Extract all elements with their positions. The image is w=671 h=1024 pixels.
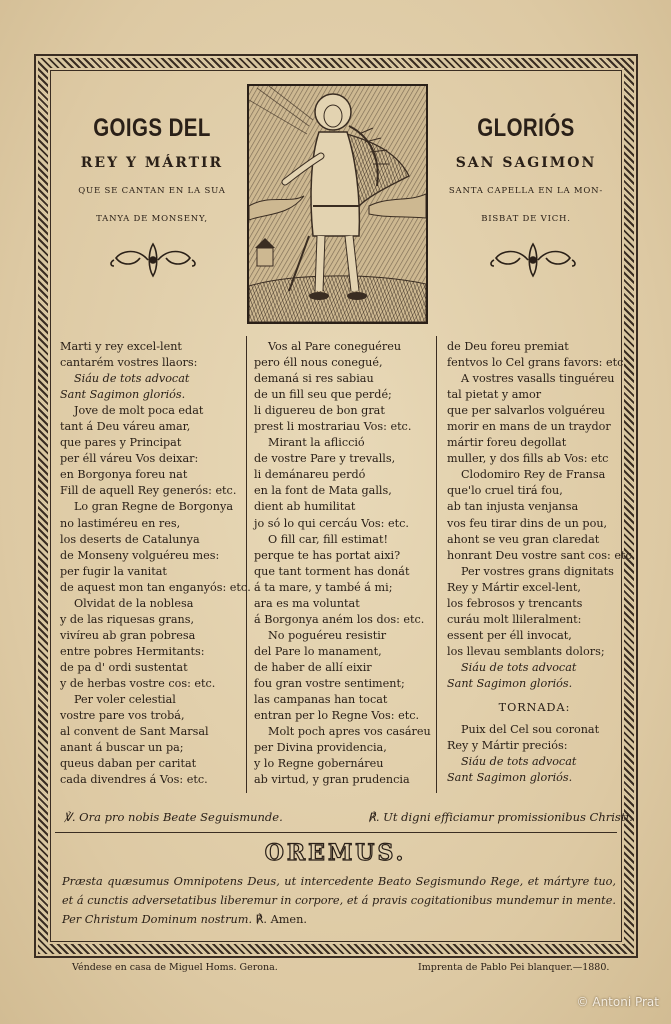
verse-line: Siáu de tots advocat <box>461 755 577 769</box>
verse-line: de pa d' ordi sustentat <box>60 660 188 674</box>
verse-line: los febrosos y trencants <box>447 596 583 610</box>
photo-credit: © Antoni Prat <box>576 995 659 1009</box>
footer-printer: Imprenta de Pablo Pei blanquer.—1880. <box>418 962 610 973</box>
verse-line: li demánareu perdó <box>254 468 366 482</box>
verse-line: mártir foreu degollat <box>447 436 567 450</box>
verse-line: dient ab humilitat <box>254 500 356 514</box>
verse-line: Puix del Cel sou coronat <box>461 723 600 737</box>
verse-line: Sant Sagimon gloriós. <box>447 676 573 690</box>
verse-line: y lo Regne gobernáreu <box>254 757 384 771</box>
verse-line: demaná si res sabiau <box>254 372 374 386</box>
subtitle-right: SAN SAGIMON <box>455 155 597 171</box>
verse-line: cada divendres á Vos: etc. <box>60 773 208 787</box>
verse-line: de aquest mon tan enganyós: etc. <box>60 580 251 594</box>
verse-line: prest li mostrariau Vos: etc. <box>254 420 412 434</box>
column-divider-2 <box>436 336 437 793</box>
prayer-text <box>62 872 616 929</box>
verse-line: entran per lo Regne Vos: etc. <box>254 709 420 723</box>
verse-column-3-lines <box>447 339 636 692</box>
verse-line: curáu molt llileralment: <box>447 612 582 626</box>
ornament-right-icon <box>488 240 578 280</box>
verse-line: vos feu tirar dins de un pou, <box>447 516 608 530</box>
verse-line: Fill de aquell Rey generós: etc. <box>60 484 237 498</box>
verse-line: los deserts de Catalunya <box>60 532 200 546</box>
verse-line: Jove de molt poca edat <box>74 404 204 418</box>
verse-line: muller, y dos fills ab Vos: etc <box>447 452 609 466</box>
title-right: GLORIÓS <box>477 114 575 142</box>
verse-line: No poguéreu resistir <box>268 628 387 642</box>
verse-line: Mirant la aflicció <box>268 436 365 450</box>
verse-line: de vostre Pare y trevalls, <box>254 452 396 466</box>
verse-column-2 <box>254 339 434 788</box>
tornada-lines <box>447 722 622 786</box>
verse-line: á Borgonya aném los dos: etc. <box>254 612 425 626</box>
verse-line: Per voler celestial <box>74 693 176 707</box>
verse-line: Per vostres grans dignitats <box>461 564 614 578</box>
verse-line: de Deu foreu premiat <box>447 340 569 353</box>
verse-line: las campanas han tocat <box>254 693 388 707</box>
prayer-body: Præsta quæsumus Omnipotens Deus, ut intercedente Beato Segismundo Rege, et mártyre tuo, et á cunctis adversetatibus liberemur in corpore, et á pravis cogitationibus mundemur in mente. Per Christum Dominum nostrum. <box>62 875 616 926</box>
verse-line: fou gran vostre sentiment; <box>254 676 405 690</box>
prayer-amen: ℟. Amen. <box>252 913 307 926</box>
verse-line: los llevau semblants dolors; <box>447 644 605 658</box>
verse-line: ab virtud, y gran prudencia <box>254 773 410 787</box>
verse-line: y de las riquesas grans, <box>60 612 195 626</box>
verse-line: Rey y Mártir preciós: <box>447 739 568 753</box>
oremus-heading: OREMUS. <box>264 840 407 866</box>
verse-line: Siáu de tots advocat <box>461 660 577 674</box>
verse-line: Molt poch apres vos casáreu <box>268 725 431 739</box>
subtitle-left: REY Y MÁRTIR <box>80 155 224 171</box>
verse-line: honrant Deu vostre sant cos: etc. <box>447 548 636 562</box>
verse-line: cantarém vostres llaors: <box>60 356 198 370</box>
verse-line: Siáu de tots advocat <box>74 372 190 386</box>
verse-line: en la font de Mata galls, <box>254 484 392 498</box>
verse-line: que'lo cruel tirá fou, <box>447 484 563 498</box>
verse-line: que tant torment has donát <box>254 564 410 578</box>
verse-line: anant á buscar un pa; <box>60 741 184 755</box>
tornada-heading: TORNADA: <box>498 701 571 715</box>
column-divider-1 <box>246 336 247 793</box>
verse-line: entre pobres Hermitants: <box>60 644 205 658</box>
verse-line: queus daban per caritat <box>60 757 197 771</box>
ornament-left-icon <box>108 240 198 280</box>
verse-line: Sant Sagimon gloriós. <box>447 771 573 785</box>
verse-line: Clodomiro Rey de Fransa <box>461 468 606 482</box>
verse-line: li diguereu de bon grat <box>254 404 385 418</box>
verse-line: en Borgonya foreu nat <box>60 468 188 482</box>
verse-line: perque te has portat aixi? <box>254 548 401 562</box>
verse-line: que pares y Principat <box>60 436 182 450</box>
verse-line: Vos al Pare coneguéreu <box>268 340 402 353</box>
verse-line: per Divina providencia, <box>254 741 387 755</box>
verse-line: morir en mans de un traydor <box>447 420 611 434</box>
verse-line: de un fill seu que perdé; <box>254 388 392 402</box>
footer-seller: Véndese en casa de Miguel Homs. Gerona. <box>72 962 278 973</box>
verse-line: de haber de allí eixir <box>254 660 372 674</box>
verse-line: fentvos lo Cel grans favors: etc. <box>447 356 627 370</box>
verse-line: de Monseny volguéreu mes: <box>60 548 220 562</box>
verse-column-1 <box>60 339 251 788</box>
verse-line: del Pare lo manament, <box>254 644 382 658</box>
verse-line: Sant Sagimon gloriós. <box>60 388 186 402</box>
verse-line: Olvidat de la noblesa <box>74 596 194 610</box>
oremus-divider <box>55 832 617 833</box>
header-line2-right: BISBAT DE VICH. <box>481 214 571 224</box>
header-line2-left: TANYA DE MONSENY, <box>96 214 208 224</box>
verse-line: jo só lo qui cercáu Vos: etc. <box>254 516 409 530</box>
verse-line: que per salvarlos volguéreu <box>447 404 605 418</box>
verse-line: ab tan injusta venjansa <box>447 500 579 514</box>
verse-line: per fugir la vanitat <box>60 564 167 578</box>
verse-line: A vostres vasalls tinguéreu <box>461 372 615 386</box>
versicle-line: ℣. Ora pro nobis Beate Seguismunde. <box>64 810 283 824</box>
verse-line: ara es ma voluntat <box>254 596 360 610</box>
verse-line: no lastiméreu en res, <box>60 516 181 530</box>
verse-line: ahont se veu gran claredat <box>447 532 600 546</box>
verse-line: Rey y Mártir excel-lent, <box>447 580 581 594</box>
verse-line: vostre pare vos trobá, <box>60 709 185 723</box>
verse-line: Marti y rey excel-lent <box>60 340 182 353</box>
response-line: ℟. Ut digni efficiamur promissionibus Christi. <box>368 810 633 824</box>
verse-line: tal pietat y amor <box>447 388 542 402</box>
saint-woodcut-image <box>247 84 428 324</box>
verse-line: essent per éll invocat, <box>447 628 572 642</box>
verse-column-3 <box>447 339 636 786</box>
verse-line: á ta mare, y també á mi; <box>254 580 393 594</box>
verse-line: y de herbas vostre cos: etc. <box>60 676 216 690</box>
verse-line: vivíreu ab gran pobresa <box>60 628 196 642</box>
header-line1-left: QUE SE CANTAN EN LA SUA <box>78 186 226 196</box>
verse-line: al convent de Sant Marsal <box>60 725 209 739</box>
header-line1-right: SANTA CAPELLA EN LA MON- <box>448 186 604 196</box>
verse-line: per éll váreu Vos deixar: <box>60 452 199 466</box>
title-left: GOIGS DEL <box>93 114 211 142</box>
verse-line: tant á Deu váreu amar, <box>60 420 191 434</box>
verse-line: Lo gran Regne de Borgonya <box>74 500 233 514</box>
verse-line: O fill car, fill estimat! <box>268 532 388 546</box>
verse-line: pero éll nous conegué, <box>254 356 383 370</box>
